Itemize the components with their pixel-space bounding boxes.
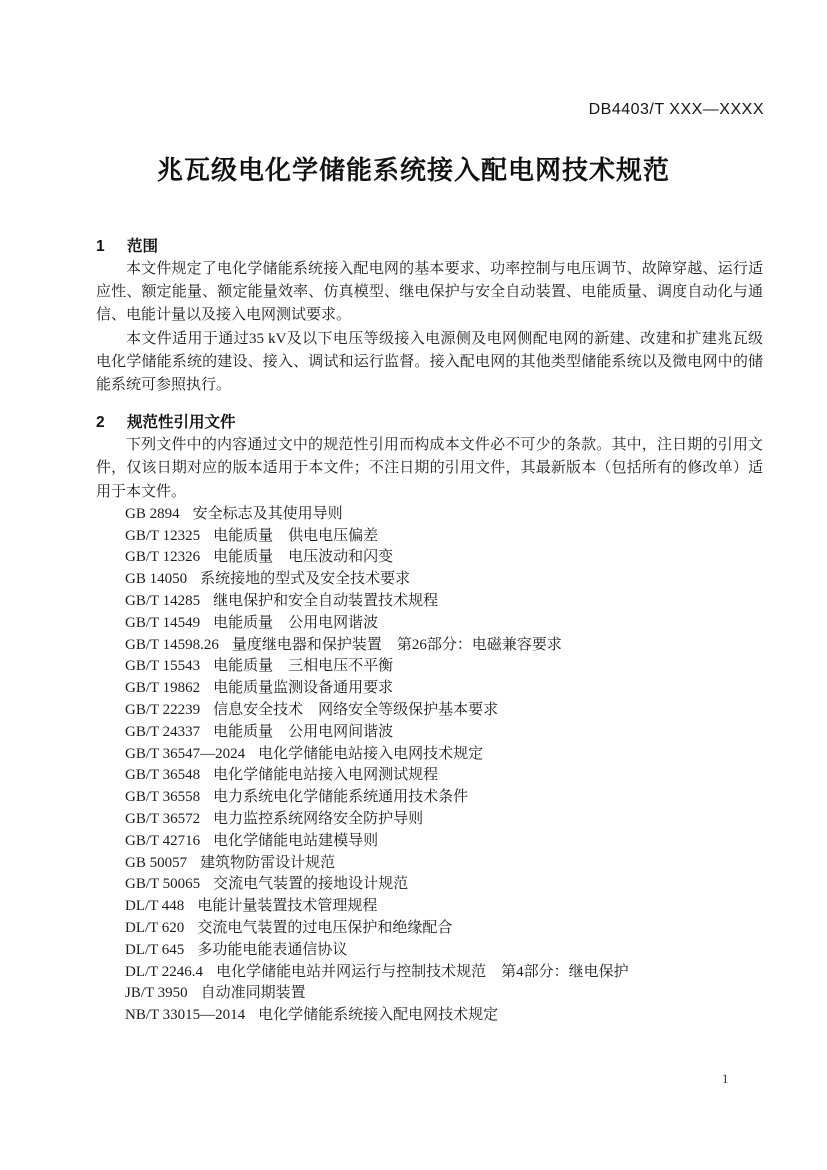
- reference-item: [125, 591, 763, 613]
- reference-code: NB/T 33015—2014: [125, 1007, 246, 1024]
- reference-code: GB/T 19862: [125, 680, 201, 697]
- reference-item: [125, 744, 763, 766]
- reference-title: 电化学储能电站接入电网测试规程: [213, 767, 439, 784]
- reference-list: [96, 504, 763, 1027]
- reference-title: 电能质量 公用电网谐波: [213, 614, 379, 631]
- reference-item: [125, 635, 763, 657]
- reference-item: [125, 831, 763, 853]
- reference-item: [125, 787, 763, 809]
- reference-code: GB/T 22239: [125, 702, 201, 718]
- reference-code: GB/T 36547—2024: [125, 745, 246, 762]
- section-scope: [96, 236, 763, 397]
- reference-title: 电能质量 供电电压偏差: [213, 527, 379, 544]
- reference-code: GB/T 14285: [125, 593, 201, 610]
- reference-title: 电能质量监测设备通用要求: [213, 680, 394, 697]
- reference-code: GB 2894: [125, 505, 180, 522]
- reference-title: 系统接地的型式及安全技术要求: [200, 571, 411, 588]
- reference-item: [125, 700, 763, 722]
- reference-code: DL/T 620: [125, 919, 185, 936]
- paragraph-scope-2: 本文件适用于通过35 kV及以下电压等级接入电源侧及电网侧配电网的新建、改建和扩建兆瓦级电化学储能系统的建设、接入、调试和运行监督。接入配电网的其他类型储能系统以及微电网中的储能系统可参照执行。: [96, 330, 763, 394]
- reference-item: [125, 547, 763, 569]
- reference-code: GB 50057: [125, 854, 188, 871]
- clause-title: 范围: [127, 238, 159, 255]
- paragraph-scope-1: 本文件规定了电化学储能系统接入配电网的基本要求、功率控制与电压调节、故障穿越、运行适应性、额定能量、额定能量效率、仿真模型、继电保护与安全自动装置、电能质量、调度自动化与通信、电能计量以及接入电网测试要求。: [96, 261, 763, 324]
- reference-code: GB/T 24337: [125, 723, 201, 740]
- reference-code: GB/T 12325: [125, 527, 201, 544]
- reference-code: GB/T 36548: [125, 767, 201, 784]
- reference-code: GB/T 50065: [125, 876, 201, 893]
- reference-item: [125, 504, 763, 526]
- reference-title: 电能质量 公用电网间谐波: [213, 723, 394, 740]
- reference-item: [125, 940, 763, 962]
- page-number: 1: [722, 1071, 729, 1086]
- reference-code: GB/T 36572: [125, 810, 201, 827]
- reference-title: 电力监控系统网络安全防护导则: [213, 810, 424, 827]
- reference-title: 多功能电能表通信协议: [197, 941, 348, 958]
- reference-item: [125, 656, 763, 678]
- clause-heading-references: [96, 412, 763, 434]
- document-code: DB4403/T XXX—XXXX: [588, 101, 764, 118]
- reference-title: 交流电气装置的接地设计规范: [213, 876, 409, 893]
- reference-code: GB/T 36558: [125, 789, 201, 806]
- reference-title: 电化学储能电站建模导则: [213, 832, 379, 849]
- reference-title: 自动准同期装置: [200, 985, 306, 1002]
- reference-item: [125, 918, 763, 940]
- reference-code: GB/T 12326: [125, 549, 201, 566]
- reference-title: 交流电气装置的过电压保护和绝缘配合: [197, 919, 453, 936]
- reference-item: [125, 853, 763, 875]
- reference-item: [125, 765, 763, 787]
- reference-item: [125, 722, 763, 744]
- reference-title: 量度继电器和保护装置 第26部分：电磁兼容要求: [231, 636, 562, 653]
- reference-code: DL/T 645: [125, 941, 185, 958]
- reference-title: 电力系统电化学储能系统通用技术条件: [213, 789, 469, 806]
- reference-code: DL/T 2246.4: [125, 963, 204, 980]
- reference-item: [125, 809, 763, 831]
- clause-number: 2: [96, 414, 105, 432]
- reference-code: GB/T 14598.26: [125, 636, 219, 653]
- reference-code: GB/T 15543: [125, 658, 201, 675]
- reference-item: [125, 983, 763, 1005]
- reference-item: [125, 678, 763, 700]
- clause-heading-scope: [96, 236, 763, 258]
- reference-title: 安全标志及其使用导则: [192, 505, 343, 522]
- paragraph-references-intro: 下列文件中的内容通过文中的规范性引用而构成本文件必不可少的条款。其中，注日期的引用文件，仅该日期对应的版本适用于本文件；不注日期的引用文件，其最新版本（包括所有的修改单）适用于本文件。: [96, 437, 763, 500]
- reference-title: 电化学储能电站并网运行与控制技术规范 第4部分：继电保护: [216, 963, 629, 980]
- reference-item: [125, 526, 763, 548]
- reference-title: 信息安全技术 网络安全等级保护基本要求: [213, 702, 499, 718]
- reference-item: [125, 874, 763, 896]
- reference-item: [125, 613, 763, 635]
- reference-item: [125, 569, 763, 591]
- document-title: 兆瓦级电化学储能系统接入配电网技术规范: [156, 155, 670, 185]
- reference-code: GB 14050: [125, 571, 188, 588]
- reference-item: [125, 896, 763, 918]
- reference-item: [125, 962, 763, 984]
- reference-code: JB/T 3950: [125, 985, 188, 1002]
- reference-code: GB/T 42716: [125, 832, 201, 849]
- reference-title: 电能质量 三相电压不平衡: [213, 658, 394, 675]
- reference-code: GB/T 14549: [125, 614, 201, 631]
- clause-number: 1: [96, 238, 105, 255]
- reference-title: 电能质量 电压波动和闪变: [213, 549, 394, 566]
- reference-item: [125, 1005, 763, 1027]
- reference-title: 电能计量装置技术管理规程: [197, 898, 378, 915]
- section-normative-references: [96, 412, 763, 1027]
- reference-title: 建筑物防雷设计规范: [200, 854, 336, 871]
- document-body: [0, 236, 827, 1027]
- reference-title: 电化学储能电站接入电网技术规定: [258, 745, 484, 762]
- reference-title: 电化学储能系统接入配电网技术规定: [258, 1007, 499, 1024]
- reference-title: 继电保护和安全自动装置技术规程: [213, 593, 439, 610]
- clause-title: 规范性引用文件: [127, 414, 236, 432]
- reference-code: DL/T 448: [125, 898, 185, 915]
